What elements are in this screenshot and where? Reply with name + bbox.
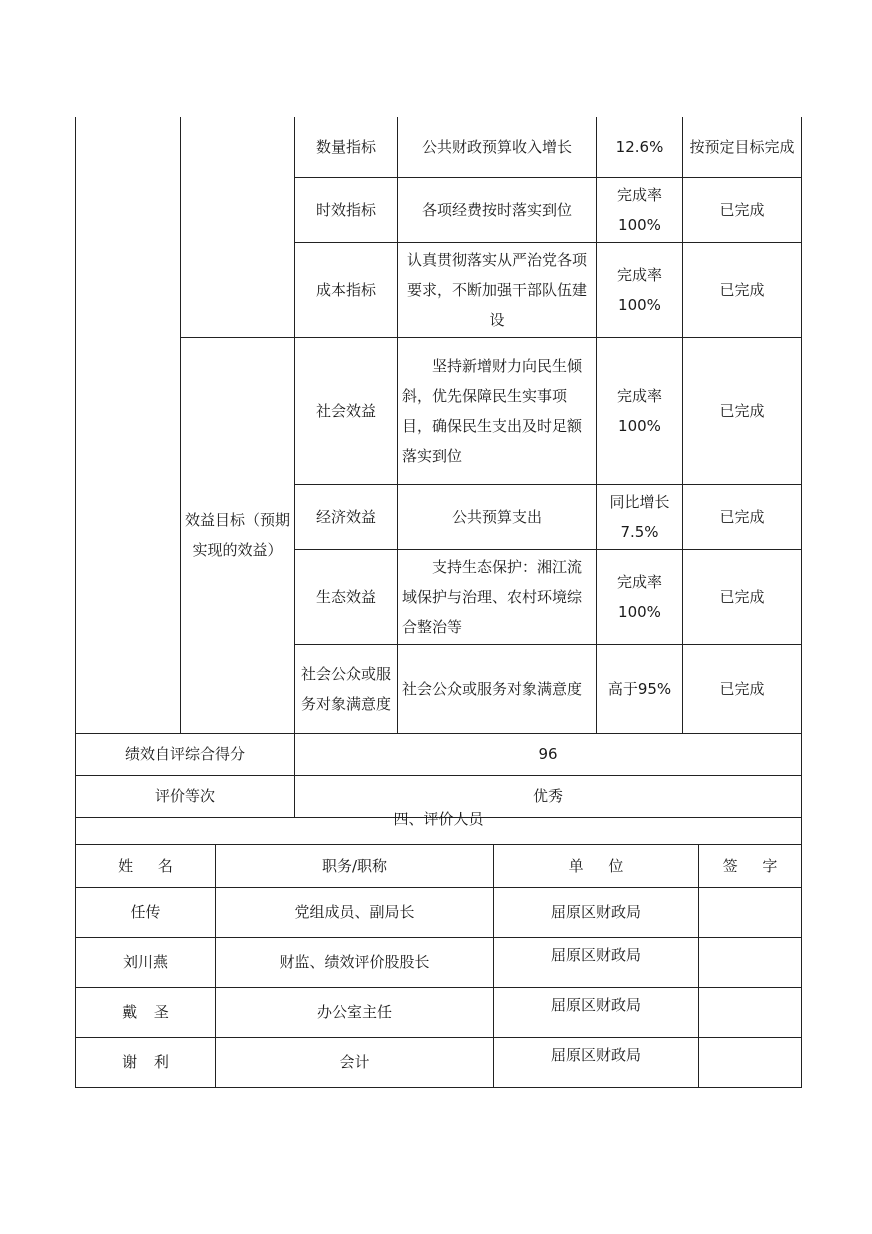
output-target-cell (181, 117, 295, 337)
person-sign (699, 1037, 802, 1087)
indicator-name: 数量指标 (295, 117, 398, 177)
indicator-value: 12.6% (597, 117, 683, 177)
indicator-name: 社会效益 (295, 337, 398, 484)
indicator-content: 坚持新增财力向民生倾斜，优先保障民生实事项目，确保民生支出及时足额落实到位 (398, 337, 597, 484)
score-label: 绩效自评综合得分 (76, 733, 295, 775)
indicator-value: 高于95% (597, 644, 683, 733)
indicator-name: 经济效益 (295, 484, 398, 549)
person-unit: 屈原区财政局 (494, 1037, 699, 1087)
performance-indicator-table (75, 117, 802, 818)
grade-label: 评价等次 (76, 775, 295, 817)
evaluator-table (75, 794, 802, 1088)
person-sign (699, 887, 802, 937)
person-name: 刘川燕 (76, 937, 216, 987)
person-sign (699, 987, 802, 1037)
person-unit: 屈原区财政局 (494, 887, 699, 937)
indicator-name: 生态效益 (295, 549, 398, 644)
indicator-name: 社会公众或服务对象满意度 (295, 644, 398, 733)
indicator-status: 已完成 (683, 644, 802, 733)
person-title: 党组成员、副局长 (216, 887, 494, 937)
section-title: 四、评价人员 (76, 794, 802, 844)
indicator-status: 已完成 (683, 549, 802, 644)
indicator-status: 已完成 (683, 337, 802, 484)
indicator-value: 完成率100% (597, 177, 683, 242)
category-cell (76, 117, 181, 733)
indicator-name: 成本指标 (295, 242, 398, 337)
person-title: 会计 (216, 1037, 494, 1087)
indicator-value: 完成率100% (597, 549, 683, 644)
header-unit: 单 位 (494, 844, 699, 887)
indicator-content: 认真贯彻落实从严治党各项要求，不断加强干部队伍建设 (398, 242, 597, 337)
header-name: 姓 名 (76, 844, 216, 887)
indicator-content: 社会公众或服务对象满意度 (398, 644, 597, 733)
indicator-content: 公共财政预算收入增长 (398, 117, 597, 177)
person-unit: 屈原区财政局 (494, 987, 699, 1037)
indicator-name: 时效指标 (295, 177, 398, 242)
indicator-status: 已完成 (683, 484, 802, 549)
person-sign (699, 937, 802, 987)
header-title: 职务/职称 (216, 844, 494, 887)
person-name: 戴 圣 (76, 987, 216, 1037)
indicator-value: 同比增长7.5% (597, 484, 683, 549)
indicator-content: 各项经费按时落实到位 (398, 177, 597, 242)
grade-value: 优秀 (295, 775, 802, 817)
indicator-content: 公共预算支出 (398, 484, 597, 549)
person-name: 谢 利 (76, 1037, 216, 1087)
indicator-status: 已完成 (683, 177, 802, 242)
score-value: 96 (295, 733, 802, 775)
indicator-status: 已完成 (683, 242, 802, 337)
person-title: 财监、绩效评价股股长 (216, 937, 494, 987)
indicator-status: 按预定目标完成 (683, 117, 802, 177)
person-name: 任传 (76, 887, 216, 937)
indicator-value: 完成率100% (597, 337, 683, 484)
indicator-value: 完成率100% (597, 242, 683, 337)
person-title: 办公室主任 (216, 987, 494, 1037)
indicator-content: 支持生态保护：湘江流域保护与治理、农村环境综合整治等 (398, 549, 597, 644)
header-sign: 签 字 (699, 844, 802, 887)
person-unit: 屈原区财政局 (494, 937, 699, 987)
benefit-target-label: 效益目标（预期实现的效益） (181, 337, 295, 733)
